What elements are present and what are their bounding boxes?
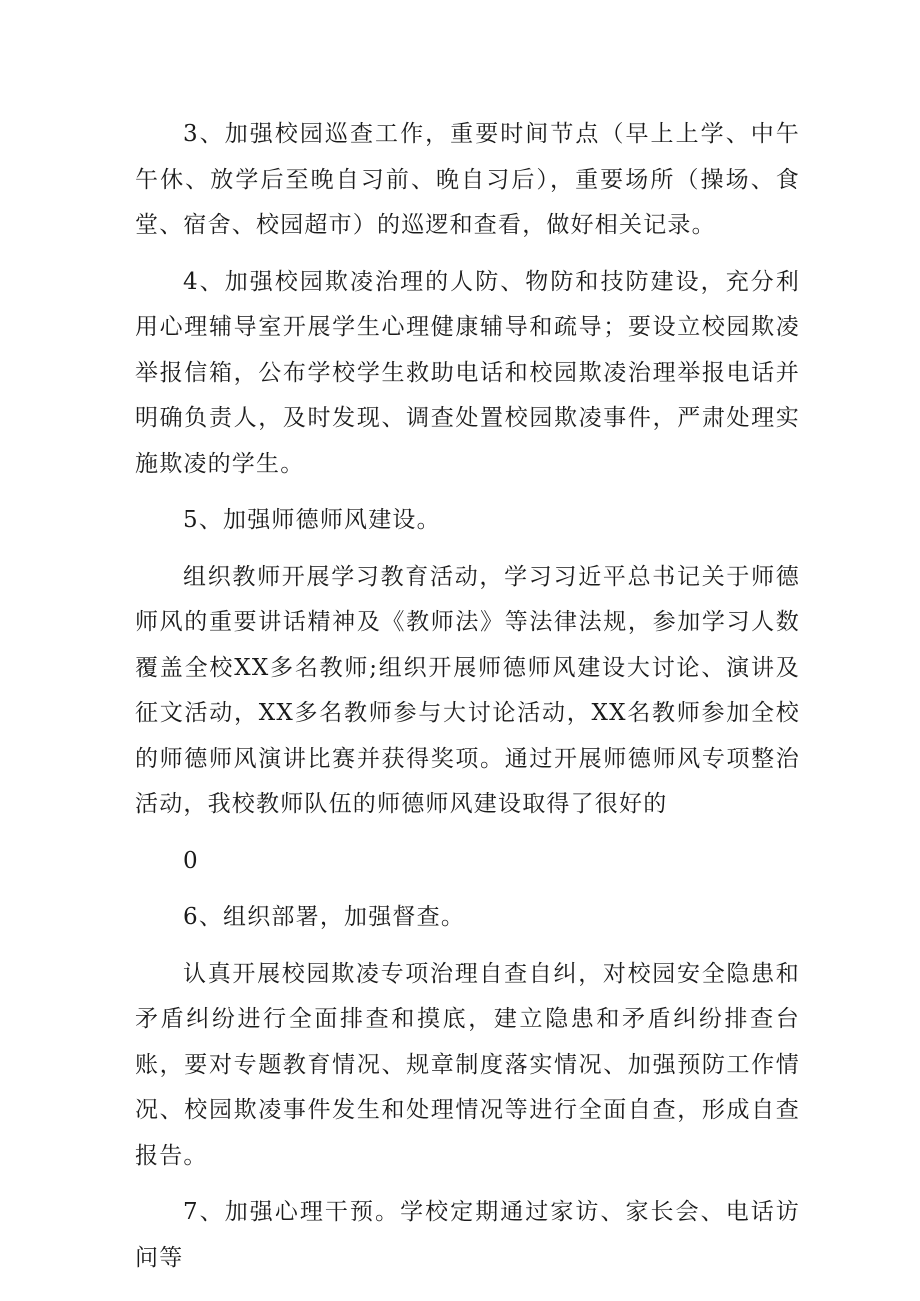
paragraph-item-5-heading: 5、加强师德师风建设。 — [183, 507, 441, 533]
paragraph-item-7-psychological-intervention: 7、加强心理干预。学校定期通过家访、家长会、电话访问等 — [135, 1199, 800, 1271]
paragraph-item-4-bullying-prevention: 4、加强校园欺凌治理的人防、物防和技防建设，充分利用心理辅导室开展学生心理健康辅导和疏导；要设立校园欺凌举报信箱，公布学校学生救助电话和校园欺凌治理举报电话并明确负责人，及时发现、调查处置校园欺凌事件，严肃处理实施欺凌的学生。 — [135, 268, 800, 477]
paragraph-teacher-ethics-activities: 组织教师开展学习教育活动，学习习近平总书记关于师德师风的重要讲话精神及《教师法》等法律法规，参加学习人数覆盖全校XX多名教师;组织开展师德师风建设大讨论、演讲及征文活动，XX多名教师参与大讨论活动，XX名教师参加全校的师德师风演讲比赛并获得奖项。通过开展师德师风专项整治活动，我校教师队伍的师德师风建设取得了很好的 — [135, 563, 800, 817]
paragraph-item-6-heading: 6、组织部署，加强督查。 — [183, 904, 466, 930]
paragraph-item-3-patrol: 3、加强校园巡查工作，重要时间节点（早上上学、中午午休、放学后至晚自习前、晚自习后），重要场所（操场、食堂、宿舍、校园超市）的巡逻和查看，做好相关记录。 — [135, 121, 800, 238]
document-body — [135, 112, 800, 1292]
paragraph-stray-zero: 0 — [183, 847, 199, 874]
paragraph-self-inspection: 认真开展校园欺凌专项治理自查自纠，对校园安全隐患和矛盾纠纷进行全面排查和摸底，建立隐患和矛盾纠纷排查台账，要对专题教育情况、规章制度落实情况、加强预防工作情况、校园欺凌事件发生和处理情况等进行全面自查，形成自查报告。 — [135, 960, 800, 1169]
